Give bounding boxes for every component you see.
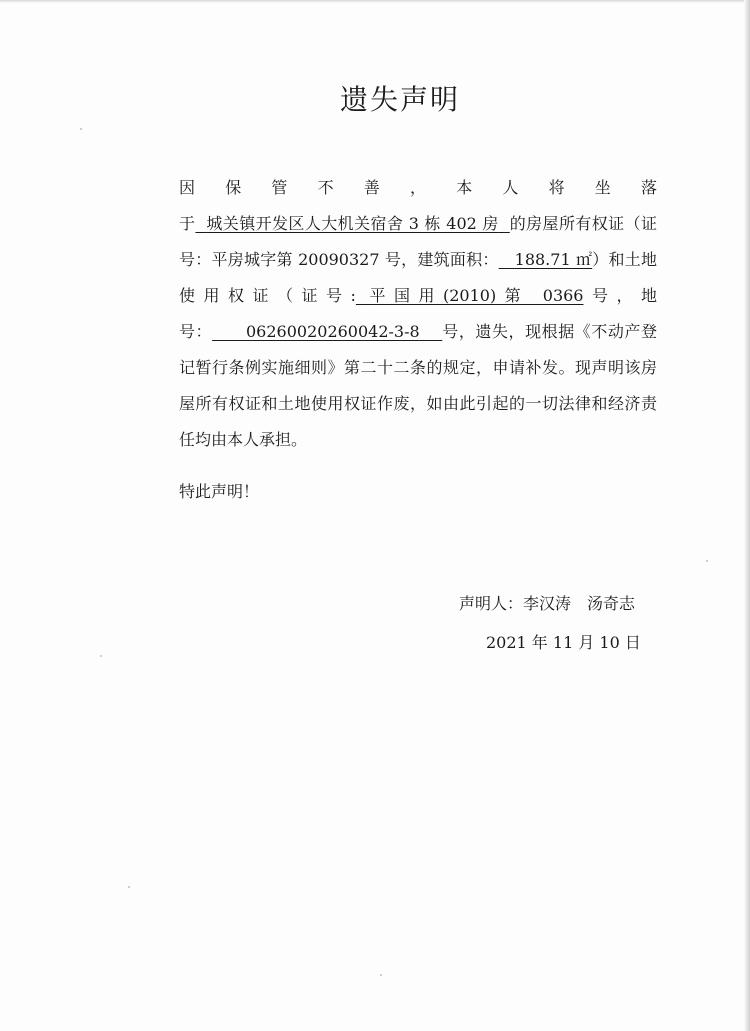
statement-date: 2021 年 11 月 10 日 [486, 633, 641, 652]
land-cert-number-value: 平国用(2010)第 0366 [369, 286, 584, 305]
statement-rest-text: 号，遗失，现根据《不动产登记暂行条例实施细则》第二十二条的规定，申请补发。现声明该房屋所有权证和土地使用权证作废，如由此引起的一切法律和经济责任均由本人承担。 [179, 322, 657, 449]
declarant-name-2: 汤奇志 [587, 594, 636, 613]
statement-body [145, 170, 657, 458]
land-cert-number [356, 286, 584, 305]
intro-text: 因保管不善，本人将坐落于 [179, 178, 657, 233]
statement-paragraph [145, 170, 657, 458]
property-address-value: 城关镇开发区人大机关宿舍 3 栋 402 房 [206, 214, 499, 233]
scan-speck [128, 886, 130, 888]
scan-speck [706, 560, 708, 562]
building-area-value: 188.71 ㎡ [514, 250, 593, 269]
scan-speck [80, 128, 82, 130]
signature-label: 声明人： [459, 594, 524, 613]
closing-remark: 特此声明！ [179, 482, 260, 501]
ownership-cert-text: 的房屋所有权证（证号：平房城字第 20090327 号，建筑面积： [179, 214, 657, 269]
scan-speck [100, 655, 102, 657]
land-cert-text: ）和土地使用权证（证号: [179, 250, 657, 305]
scan-speck [380, 974, 382, 976]
document-title: 遗失声明 [339, 83, 460, 116]
page-top-edge [0, 0, 750, 3]
property-address [195, 214, 509, 233]
parcel-number-value: 06260020260042-3-8 [246, 322, 420, 341]
building-area [499, 250, 593, 269]
page-right-edge [744, 0, 750, 1031]
declarant-name-1: 李汉涛 [523, 594, 572, 613]
parcel-label-text: 号，地号： [179, 286, 657, 341]
signature-line [459, 592, 635, 616]
parcel-number [212, 322, 442, 341]
